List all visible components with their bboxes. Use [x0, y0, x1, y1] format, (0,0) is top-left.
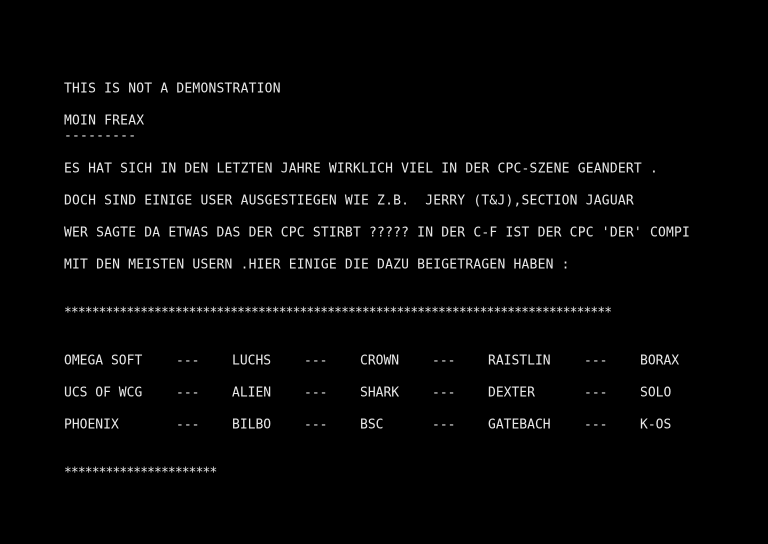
user-name: PHOENIX — [64, 417, 119, 433]
user-name: RAISTLIN — [488, 353, 551, 369]
separator: --- — [304, 385, 328, 401]
user-name: SHARK — [360, 385, 400, 401]
paragraph-line: MIT DEN MEISTEN USERN .HIER EINIGE DIE DAZU BEIGETRAGEN HABEN : — [64, 257, 570, 273]
divider-long: ******************************************************************************* — [64, 305, 612, 321]
separator: --- — [304, 353, 328, 369]
user-name: UCS OF WCG — [64, 385, 143, 401]
user-name: LUCHS — [232, 353, 272, 369]
user-name: BSC — [360, 417, 384, 433]
user-name: GATEBACH — [488, 417, 551, 433]
separator: --- — [584, 353, 608, 369]
greeting: MOIN FREAX — [64, 113, 145, 129]
greeting-underline: --------- — [64, 128, 137, 144]
user-name: OMEGA SOFT — [64, 353, 143, 369]
paragraph-line: DOCH SIND EINIGE USER AUSGESTIEGEN WIE Z.B. JERRY (T&J),SECTION JAGUAR — [64, 193, 634, 209]
separator: --- — [432, 353, 456, 369]
separator: --- — [176, 385, 200, 401]
user-name: DEXTER — [488, 385, 535, 401]
separator: --- — [176, 417, 200, 433]
separator: --- — [432, 385, 456, 401]
user-name: K-OS — [640, 417, 672, 433]
separator: --- — [432, 417, 456, 433]
user-name: ALIEN — [232, 385, 272, 401]
divider-short: ********************** — [64, 465, 217, 481]
separator: --- — [176, 353, 200, 369]
user-name: SOLO — [640, 385, 672, 401]
user-name: CROWN — [360, 353, 400, 369]
paragraph-line: ES HAT SICH IN DEN LETZTEN JAHRE WIRKLICH VIEL IN DER CPC-SZENE GEANDERT . — [64, 161, 658, 177]
paragraph-line: WER SAGTE DA ETWAS DAS DER CPC STIRBT ????? IN DER C-F IST DER CPC 'DER' COMPI — [64, 225, 691, 241]
heading: THIS IS NOT A DEMONSTRATION — [64, 81, 281, 97]
separator: --- — [304, 417, 328, 433]
separator: --- — [584, 385, 608, 401]
separator: --- — [584, 417, 608, 433]
user-name: BORAX — [640, 353, 680, 369]
user-name: BILBO — [232, 417, 272, 433]
